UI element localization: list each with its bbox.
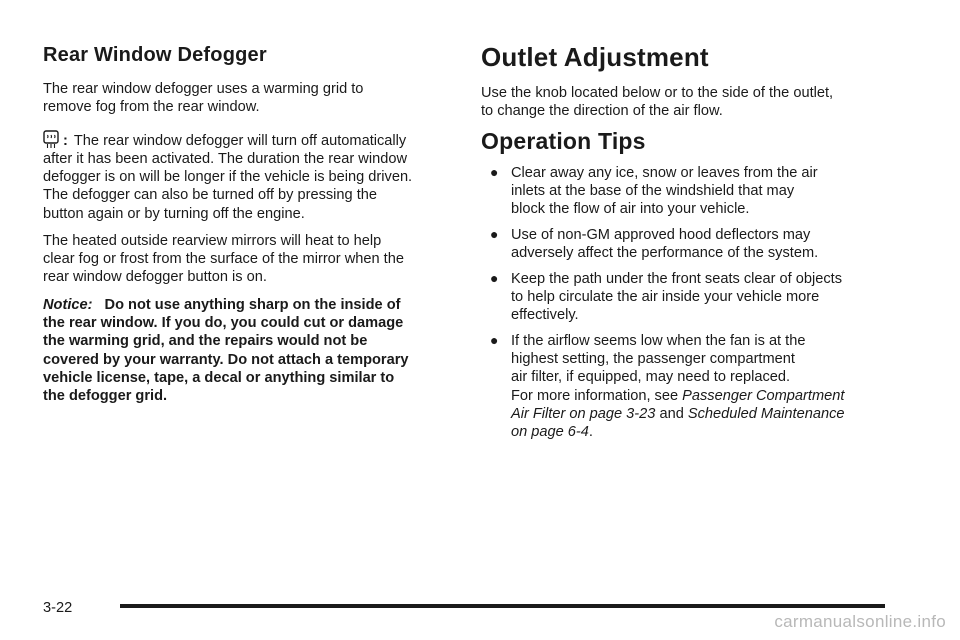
bullet-icon: ● <box>490 164 499 180</box>
watermark: carmanualsonline.info <box>774 612 946 631</box>
outlet-adjustment-heading: Outlet Adjustment <box>481 42 709 72</box>
scheduled-maintenance-link[interactable]: Scheduled Maintenance <box>687 405 845 422</box>
bullet-icon: ● <box>490 226 499 242</box>
list-item: ● If the airflow seems low when the fan is at the highest setting, the passenger compartment air filter, if equipped, may need to replaced. For more information, see Passenger Compartment Air Filter on page 3-23 and Scheduled Maintenance on page 6-4. <box>490 332 845 441</box>
rear-window-defogger-heading: Rear Window Defogger <box>43 44 267 66</box>
bullet-icon: ● <box>490 332 499 348</box>
passenger-air-filter-link-cont[interactable]: Air Filter on page 3-23 <box>511 405 656 422</box>
rear-defog-icon <box>43 130 59 150</box>
passenger-air-filter-link[interactable]: Passenger Compartment <box>682 387 845 404</box>
scheduled-maintenance-link-cont[interactable]: on page 6-4 <box>511 424 589 441</box>
heated-mirrors-text: The heated outside rearview mirrors will heat to help clear fog or frost from the surface of the mirror when the rear window defogger button is on. <box>43 233 404 286</box>
list-item: ● Keep the path under the front seats clear of objects to help circulate the air inside your vehicle more effectively. <box>490 270 843 324</box>
outlet-adjustment-text: Use the knob located below or to the side of the outlet, to change the direction of the air flow. <box>481 85 834 120</box>
bullet-icon: ● <box>490 270 499 286</box>
list-item: ● Use of non-GM approved hood deflectors may adversely affect the performance of the system. <box>490 226 819 262</box>
page-number: 3-22 <box>43 600 73 616</box>
list-item: ● Clear away any ice, snow or leaves from the air inlets at the base of the windshield that may block the flow of air into your vehicle. <box>490 164 818 218</box>
defogger-intro: The rear window defogger uses a warming grid to remove fog from the rear window. <box>43 81 364 116</box>
defogger-button-description: : The rear window defogger will turn off automatically after it has been activated. The duration the rear window defogger is on will be longer if the vehicle is being driven. The defogger can also be turned off by pressing the button again or by turning off the engine. <box>43 130 412 223</box>
notice-paragraph: Notice: Do not use anything sharp on the inside of the rear window. If you do, you could cut or damage the warming grid, and the repairs would not be covered by your warranty. Do not attach a temporary vehicle license, tape, a decal or anything similar to the defogger grid. <box>43 297 409 405</box>
operation-tips-heading: Operation Tips <box>481 128 646 154</box>
footer-divider <box>120 604 885 608</box>
notice-label: Notice: <box>43 297 93 313</box>
